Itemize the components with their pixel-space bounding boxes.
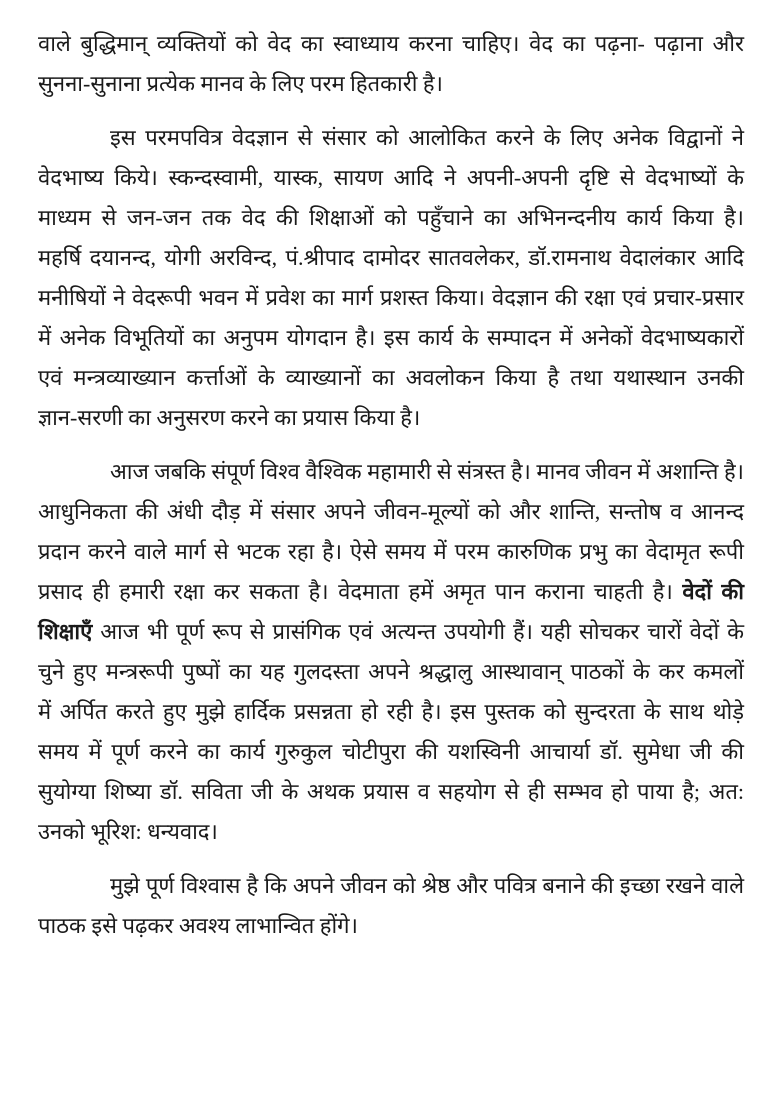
paragraph (38, 866, 744, 946)
text-line (38, 906, 744, 946)
text-line (38, 238, 744, 278)
text-segment: सुयोग्या शिष्या डॉ. सविता जी के अथक प्रयास व सहयोग से ही सम्भव हो पाया है; अत: (38, 779, 744, 804)
text-line (38, 772, 744, 812)
text-segment: प्रदान करने वाले मार्ग से भटक रहा है। ऐसे समय में परम कारुणिक प्रभु का वेदामृत रूपी (38, 539, 744, 564)
text-line (38, 198, 744, 238)
text-segment: सुनना-सुनाना प्रत्येक मानव के लिए परम हितकारी है। (38, 71, 443, 96)
text-segment: महर्षि दयानन्द, योगी अरविन्द, पं.श्रीपाद दामोदर सातवलेकर, डॉ.रामनाथ वेदालंकार आदि (38, 245, 744, 270)
text-segment: ज्ञान-सरणी का अनुसरण करने का प्रयास किया है। (38, 405, 421, 430)
text-line (38, 612, 744, 652)
text-line (38, 866, 744, 906)
text-segment: आज जबकि संपूर्ण विश्व वैश्विक महामारी से संत्रस्त है। मानव जीवन में अशान्ति है। (110, 459, 744, 484)
paragraph (38, 452, 744, 852)
text-line (38, 732, 744, 772)
text-segment: मनीषियों ने वेदरूपी भवन में प्रवेश का मार्ग प्रशस्त किया। वेदज्ञान की रक्षा एवं प्रचार-प्रसार (38, 285, 744, 310)
text-segment: प्रसाद ही हमारी रक्षा कर सकता है। वेदमाता हमें अमृत पान कराना चाहती है। (38, 579, 683, 604)
bold-text: शिक्षाएँ (38, 619, 93, 644)
text-line (38, 812, 744, 852)
text-line (38, 358, 744, 398)
text-segment: वाले बुद्धिमान् व्यक्तियों को वेद का स्वाध्याय करना चाहिए। वेद का पढ़ना- पढ़ाना और (38, 31, 744, 56)
text-line (38, 318, 744, 358)
text-line (38, 532, 744, 572)
text-segment: उनको भूरिश: धन्यवाद। (38, 819, 218, 844)
text-segment: आधुनिकता की अंधी दौड़ में संसार अपने जीवन-मूल्यों को और शान्ति, सन्तोष व आनन्द (38, 499, 744, 524)
paragraph (38, 24, 744, 104)
text-segment: वेदभाष्य किये। स्कन्दस्वामी, यास्क, सायण आदि ने अपनी-अपनी दृष्टि से वेदभाष्यों के (38, 165, 744, 190)
text-line (38, 118, 744, 158)
text-segment: में अर्पित करते हुए मुझे हार्दिक प्रसन्नता हो रही है। इस पुस्तक को सुन्दरता के साथ थोड़े (38, 699, 744, 724)
text-line (38, 652, 744, 692)
bold-text: वेदों की (682, 579, 744, 604)
paragraph (38, 118, 744, 438)
text-line (38, 158, 744, 198)
text-segment: इस परमपवित्र वेदज्ञान से संसार को आलोकित करने के लिए अनेक विद्वानों ने (110, 125, 744, 150)
text-line (38, 24, 744, 64)
text-segment: पाठक इसे पढ़कर अवश्य लाभान्वित होंगे। (38, 913, 358, 938)
text-line (38, 692, 744, 732)
text-line (38, 64, 744, 104)
text-segment: समय में पूर्ण करने का कार्य गुरुकुल चोटीपुरा की यशस्विनी आचार्या डॉ. सुमेधा जी की (38, 739, 744, 764)
text-line (38, 278, 744, 318)
text-line (38, 572, 744, 612)
text-line (38, 492, 744, 532)
text-segment: में अनेक विभूतियों का अनुपम योगदान है। इस कार्य के सम्पादन में अनेकों वेदभाष्यकारों (38, 325, 744, 350)
text-segment: एवं मन्त्रव्याख्यान कर्त्ताओं के व्याख्यानों का अवलोकन किया है तथा यथास्थान उनकी (38, 365, 744, 390)
text-line (38, 398, 744, 438)
document-page (38, 24, 744, 960)
text-segment: मुझे पूर्ण विश्वास है कि अपने जीवन को श्रेष्ठ और पवित्र बनाने की इच्छा रखने वाले (110, 873, 744, 898)
text-segment: चुने हुए मन्त्ररूपी पुष्पों का यह गुलदस्ता अपने श्रद्धालु आस्थावान् पाठकों के कर कमलों (38, 659, 744, 684)
text-line (38, 452, 744, 492)
text-segment: आज भी पूर्ण रूप से प्रासंगिक एवं अत्यन्त उपयोगी हैं। यही सोचकर चारों वेदों के (92, 619, 744, 644)
text-segment: माध्यम से जन-जन तक वेद की शिक्षाओं को पहुँचाने का अभिनन्दनीय कार्य किया है। (38, 205, 744, 230)
